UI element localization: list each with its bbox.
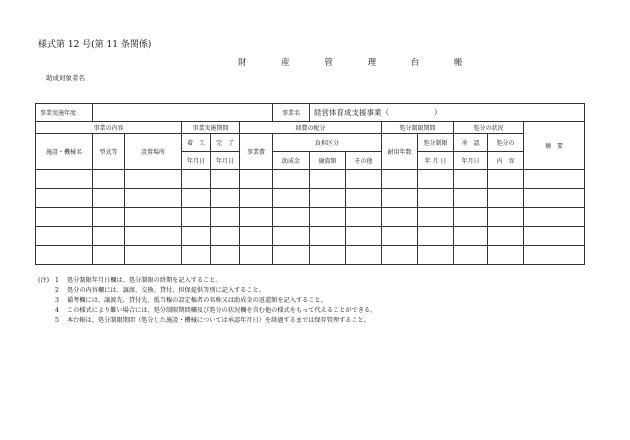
applicant-name-label: 助成対象者名 — [46, 74, 85, 82]
table-cell[interactable] — [524, 246, 585, 265]
header-completion-date: 年月日 — [211, 152, 240, 170]
table-cell[interactable] — [273, 170, 310, 189]
table-cell[interactable] — [93, 189, 125, 208]
table-row — [36, 208, 585, 227]
project-name-label: 事業名 — [273, 104, 310, 122]
note-text: 処分制限年月日欄は、処分制限の終期を記入すること。 — [67, 277, 222, 284]
header-location: 設置場所 — [125, 134, 182, 170]
table-cell[interactable] — [273, 208, 310, 227]
header-disposal-period: 処分制限期間 — [382, 122, 454, 134]
note-number: 5 — [55, 317, 59, 324]
table-cell[interactable] — [93, 170, 125, 189]
note-number: 4 — [55, 307, 59, 314]
header-completion: 完 了 — [211, 134, 240, 152]
table-cell[interactable] — [240, 246, 273, 265]
table-cell[interactable] — [524, 189, 585, 208]
note-text: 備考欄には、譲渡先、貸付先、抵当権の設定権者の名称又は助成金の返還額を記入すること。 — [67, 297, 327, 304]
table-cell[interactable] — [310, 227, 346, 246]
header-approval-date: 年月日 — [454, 152, 488, 170]
project-name-field[interactable]: 経営体育成支援事業（ ） — [310, 104, 585, 122]
table-cell[interactable] — [454, 246, 488, 265]
header-facility-machine: 施設・機械名 — [36, 134, 93, 170]
header-start-date: 年月日 — [182, 152, 211, 170]
table-cell[interactable] — [524, 170, 585, 189]
table-cell[interactable] — [488, 189, 524, 208]
table-cell[interactable] — [454, 227, 488, 246]
note-number: 3 — [55, 297, 59, 304]
table-cell[interactable] — [454, 189, 488, 208]
table-cell[interactable] — [240, 189, 273, 208]
table-cell[interactable] — [211, 227, 240, 246]
header-start: 着 工 — [182, 134, 211, 152]
table-cell[interactable] — [125, 189, 182, 208]
table-cell[interactable] — [382, 246, 418, 265]
table-cell[interactable] — [211, 189, 240, 208]
table-row — [36, 227, 585, 246]
note-text: 処分の内容欄には、譲渡、交換、貸付、担保提供等別に記入すること。 — [67, 287, 265, 294]
table-cell[interactable] — [240, 227, 273, 246]
header-other: その他 — [346, 152, 382, 170]
table-cell[interactable] — [488, 246, 524, 265]
table-cell[interactable] — [524, 208, 585, 227]
table-cell[interactable] — [488, 170, 524, 189]
table-cell[interactable] — [93, 246, 125, 265]
table-cell[interactable] — [240, 170, 273, 189]
table-cell[interactable] — [273, 189, 310, 208]
table-cell[interactable] — [382, 170, 418, 189]
table-cell[interactable] — [382, 189, 418, 208]
table-cell[interactable] — [93, 208, 125, 227]
header-project-content: 事業の内容 — [36, 122, 182, 134]
note-number: 2 — [55, 287, 59, 294]
table-cell[interactable] — [125, 246, 182, 265]
table-cell[interactable] — [346, 208, 382, 227]
table-cell[interactable] — [524, 227, 585, 246]
header-disposal-status: 処分の状況 — [454, 122, 524, 134]
header-model: 型式等 — [93, 134, 125, 170]
table-cell[interactable] — [310, 208, 346, 227]
table-cell[interactable] — [382, 208, 418, 227]
table-cell[interactable] — [310, 189, 346, 208]
table-cell[interactable] — [211, 170, 240, 189]
header-disposal-limit-date: 年 月 日 — [418, 152, 454, 170]
table-cell[interactable] — [182, 246, 211, 265]
table-cell[interactable] — [240, 208, 273, 227]
table-cell[interactable] — [346, 170, 382, 189]
table-cell[interactable] — [418, 170, 454, 189]
table-cell[interactable] — [36, 208, 93, 227]
table-cell[interactable] — [182, 189, 211, 208]
table-cell[interactable] — [182, 170, 211, 189]
note-text: この様式により難い場合には、処分制限期間欄及び処分の状況欄を含む他の様式をもって代えることができる。 — [67, 307, 377, 314]
table-cell[interactable] — [36, 170, 93, 189]
table-cell[interactable] — [418, 189, 454, 208]
header-implementation-period: 事業実施期間 — [182, 122, 240, 134]
table-row — [36, 170, 585, 189]
table-cell[interactable] — [273, 246, 310, 265]
fiscal-year-label: 事業実施年度 — [36, 104, 93, 122]
table-cell[interactable] — [182, 227, 211, 246]
table-cell[interactable] — [382, 227, 418, 246]
notes-prefix: (注) — [38, 277, 50, 284]
header-disposal-limit: 処分制限 — [418, 134, 454, 152]
table-cell[interactable] — [346, 246, 382, 265]
table-cell[interactable] — [36, 227, 93, 246]
header-subsidy: 助成金 — [273, 152, 310, 170]
property-ledger-table — [35, 103, 585, 265]
table-cell[interactable] — [125, 208, 182, 227]
header-project-cost: 事業費 — [240, 134, 273, 170]
table-cell[interactable] — [488, 227, 524, 246]
table-cell[interactable] — [346, 227, 382, 246]
note-text: 本台帳は、処分制限期間（処分した施設・機械については承認年月日）を経過するまでは保存管理すること。 — [67, 317, 371, 324]
header-burden-division: 負担区分 — [273, 134, 382, 152]
table-cell[interactable] — [310, 246, 346, 265]
table-cell[interactable] — [93, 227, 125, 246]
table-cell[interactable] — [310, 170, 346, 189]
table-row — [36, 246, 585, 265]
table-cell[interactable] — [211, 208, 240, 227]
table-cell[interactable] — [346, 189, 382, 208]
table-row — [36, 189, 585, 208]
table-cell[interactable] — [273, 227, 310, 246]
table-cell[interactable] — [418, 227, 454, 246]
table-cell[interactable] — [454, 170, 488, 189]
header-disposal-of: 処分の — [488, 134, 524, 152]
ledger-body — [36, 170, 585, 265]
table-cell[interactable] — [488, 208, 524, 227]
table-cell[interactable] — [211, 246, 240, 265]
table-cell[interactable] — [182, 208, 211, 227]
page-title: 財 産 管 理 台 帳 — [238, 58, 479, 68]
header-cost-allocation: 経費の配分 — [240, 122, 382, 134]
header-remarks: 摘 要 — [524, 122, 585, 170]
table-cell[interactable] — [36, 189, 93, 208]
table-cell[interactable] — [418, 246, 454, 265]
table-cell[interactable] — [36, 246, 93, 265]
table-cell[interactable] — [125, 170, 182, 189]
header-useful-life: 耐用年数 — [382, 134, 418, 170]
form-number: 様式第 12 号(第 11 条関係) — [38, 40, 152, 50]
fiscal-year-field[interactable] — [93, 104, 273, 122]
table-cell[interactable] — [418, 208, 454, 227]
header-disposal-content: 内 容 — [488, 152, 524, 170]
header-approval: 承 認 — [454, 134, 488, 152]
note-number: 1 — [55, 277, 59, 284]
table-cell[interactable] — [454, 208, 488, 227]
table-cell[interactable] — [125, 227, 182, 246]
header-own-funds: 融資額 — [310, 152, 346, 170]
